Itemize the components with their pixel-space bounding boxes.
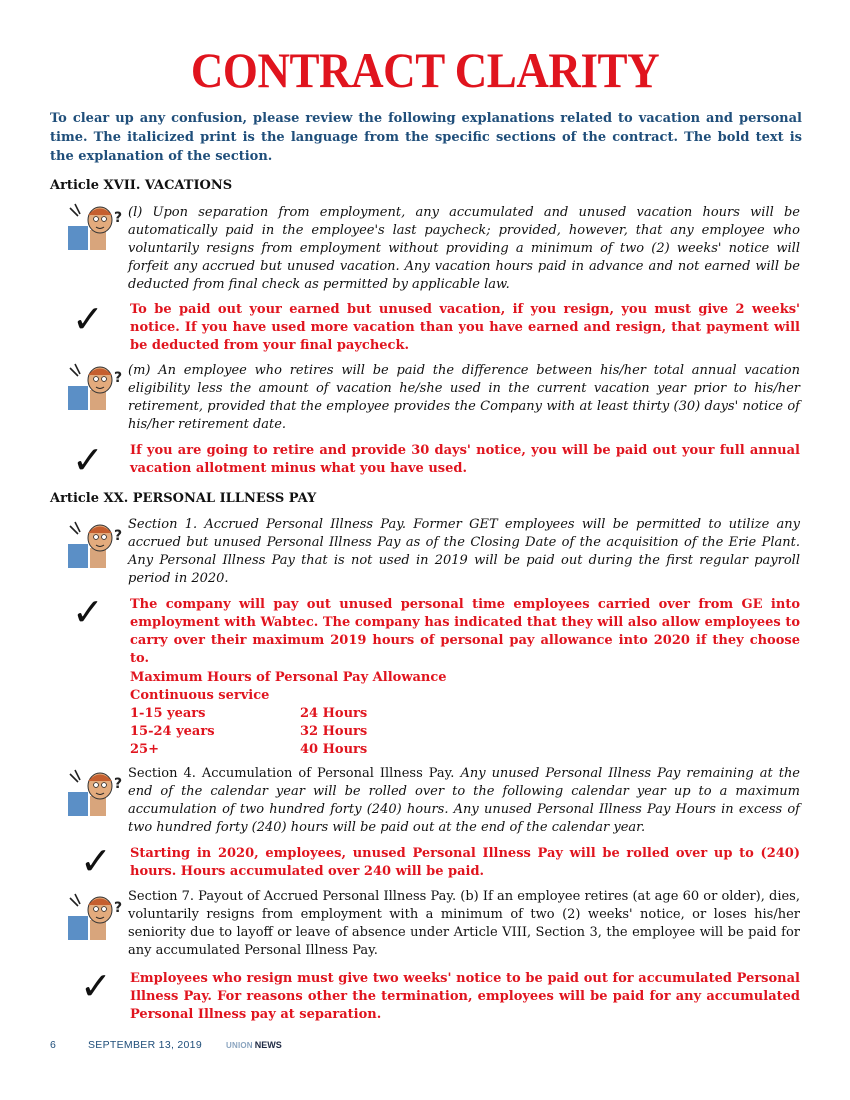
checkmark-icon: ✓: [72, 590, 104, 634]
table-subtitle: Continuous service: [130, 688, 270, 703]
page-number: 6: [50, 1039, 56, 1051]
table-row: [130, 723, 530, 741]
page-title: CONTRACT CLARITY: [190, 42, 660, 98]
confused-person-icon: [66, 200, 126, 252]
hours-cell: 24 Hours: [300, 706, 368, 721]
svg-text:?: ?: [114, 900, 123, 916]
checkmark-icon: ✓: [72, 438, 104, 482]
service-cell: 25+: [130, 742, 159, 757]
allowance-table: [130, 669, 530, 759]
svg-text:?: ?: [114, 210, 123, 226]
article-20-heading: Article XX. PERSONAL ILLNESS PAY: [50, 491, 317, 506]
confused-person-icon: [66, 890, 126, 942]
svg-text:?: ?: [114, 370, 123, 386]
svg-text:?: ?: [114, 776, 123, 792]
page-footer: [50, 1039, 282, 1051]
confused-person-icon: [66, 518, 126, 570]
article-17-clause-m: (m) An employee who retires will be paid the difference between his/her total annual vacation eligibility less the amount of vacation he/she used in the current vacation year prior to his/her retirement, provided that the employee provides the Company with at least thirty (30) days' notice of his/her retirement date.: [128, 363, 800, 432]
article-20-section-1-explanation: The company will pay out unused personal time employees carried over from GE into employment with Wabtec. The company has indicated that they will also allow employees to carry over their maximum 2019 hours of personal pay allowance into 2020 if they choose to.: [130, 597, 800, 666]
table-row: [130, 705, 530, 723]
section-4-lead: Section 4. Accumulation of Personal Illness Pay.: [128, 766, 455, 781]
article-20-section-4-clause: [128, 765, 800, 837]
article-20-section-7-clause: Section 7. Payout of Accrued Personal Illness Pay. (b) If an employee retires (at age 60 or older), dies, voluntarily resigns from employment with a minimum of two (2) weeks' notice, or loses his/her seniority due to layoff or leave of absence under Article VIII, Section 3, the employee will be paid for any accumulated Personal Illness Pay.: [128, 889, 800, 958]
intro-text: To clear up any confusion, please review the following explanations related to vacation and personal time. The italicized print is the language from the specific sections of the contract. The bold text is the explanation of the section.: [50, 111, 802, 164]
article-17-explanation-l: To be paid out your earned but unused vacation, if you resign, you must give 2 weeks' notice. If you have used more vacation than you have earned and resign, that payment will be deducted from your final paycheck.: [130, 302, 800, 353]
hours-cell: 40 Hours: [300, 742, 368, 757]
section-4-body: Any unused Personal Illness Pay remaining at the end of the calendar year will be rolled over to the following calendar year up to a maximum accumulation of two hundred forty (240) hours. Any unused Personal Illness Pay Hours in excess of two hundred forty (240) hours will be paid out at the end of the calendar year.: [128, 766, 801, 835]
checkmark-icon: ✓: [72, 297, 104, 341]
confused-person-icon: [66, 766, 126, 818]
article-17-heading: Article XVII. VACATIONS: [50, 178, 233, 193]
service-cell: 1-15 years: [130, 706, 206, 721]
article-20-section-7-explanation: Employees who resign must give two weeks' notice to be paid out for accumulated Personal Illness Pay. For reasons other the termination, employees will be paid for any accumulated Personal Illness pay at separation.: [130, 971, 800, 1022]
brand-union: UNION: [226, 1040, 253, 1050]
service-cell: 15-24 years: [130, 724, 215, 739]
checkmark-icon: ✓: [80, 839, 112, 883]
article-17-clause-l: (l) Upon separation from employment, any accumulated and unused vacation hours will be automatically paid in the employee's last paycheck; provided, however, that any employee who voluntarily resigns from employment without providing a minimum of two (2) weeks' notice will forfeit any accrued but unused vacation. Any vacation hours paid in advance and not earned will be deducted from final check as permitted by applicable law.: [128, 205, 800, 292]
article-20-section-1-clause: Section 1. Accrued Personal Illness Pay. Former GET employees will be permitted to utilize any accrued but unused Personal Illness Pay as of the Closing Date of the acquisition of the Erie Plant. Any Personal Illness Pay that is not used in 2019 will be paid out during the first regular payroll period in 2020.: [128, 517, 800, 586]
svg-text:?: ?: [114, 528, 123, 544]
hours-cell: 32 Hours: [300, 724, 368, 739]
table-title: Maximum Hours of Personal Pay Allowance: [130, 670, 447, 685]
article-17-explanation-m: If you are going to retire and provide 30 days' notice, you will be paid out your full annual vacation allotment minus what you have used.: [130, 443, 800, 476]
confused-person-icon: [66, 360, 126, 412]
issue-date: SEPTEMBER 13, 2019: [88, 1039, 202, 1051]
table-row: [130, 741, 530, 759]
brand-news: NEWS: [254, 1040, 282, 1050]
article-20-section-4-explanation: Starting in 2020, employees, unused Personal Illness Pay will be rolled over up to (240) hours. Hours accumulated over 240 will be paid.: [130, 846, 800, 879]
checkmark-icon: ✓: [80, 964, 112, 1008]
